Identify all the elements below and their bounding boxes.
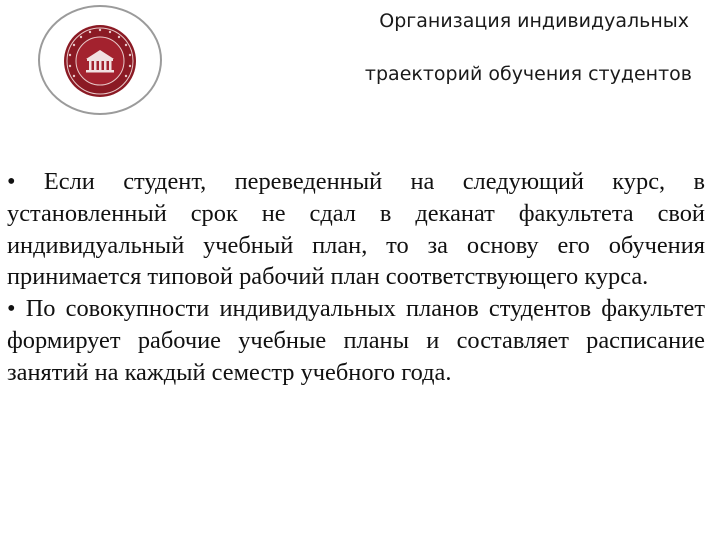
header-title-line-1: Организация индивидуальных [379, 10, 689, 32]
bullet-marker: • [7, 168, 16, 195]
bullet-text: По совокупности индивидуальных планов студентов факультет формирует рабочие учебные планы и составляет расписание занятий на каждый семестр учебного года. [7, 295, 705, 386]
university-seal-icon [36, 3, 164, 117]
bullet-marker: • [7, 295, 16, 323]
university-logo [36, 3, 164, 117]
bullet-item-1 [7, 166, 705, 293]
slide-body [7, 166, 705, 389]
header-title-line-2: траекторий обучения студентов [364, 63, 692, 85]
bullet-text: Если студент, переведенный на следующий курс, в установленный срок не сдал в деканат факультета свой индивидуальный учебный план, то за основу его обучения принимается типовой рабочий план соответствующего курса. [7, 168, 705, 291]
bullet-item-2 [7, 293, 705, 388]
